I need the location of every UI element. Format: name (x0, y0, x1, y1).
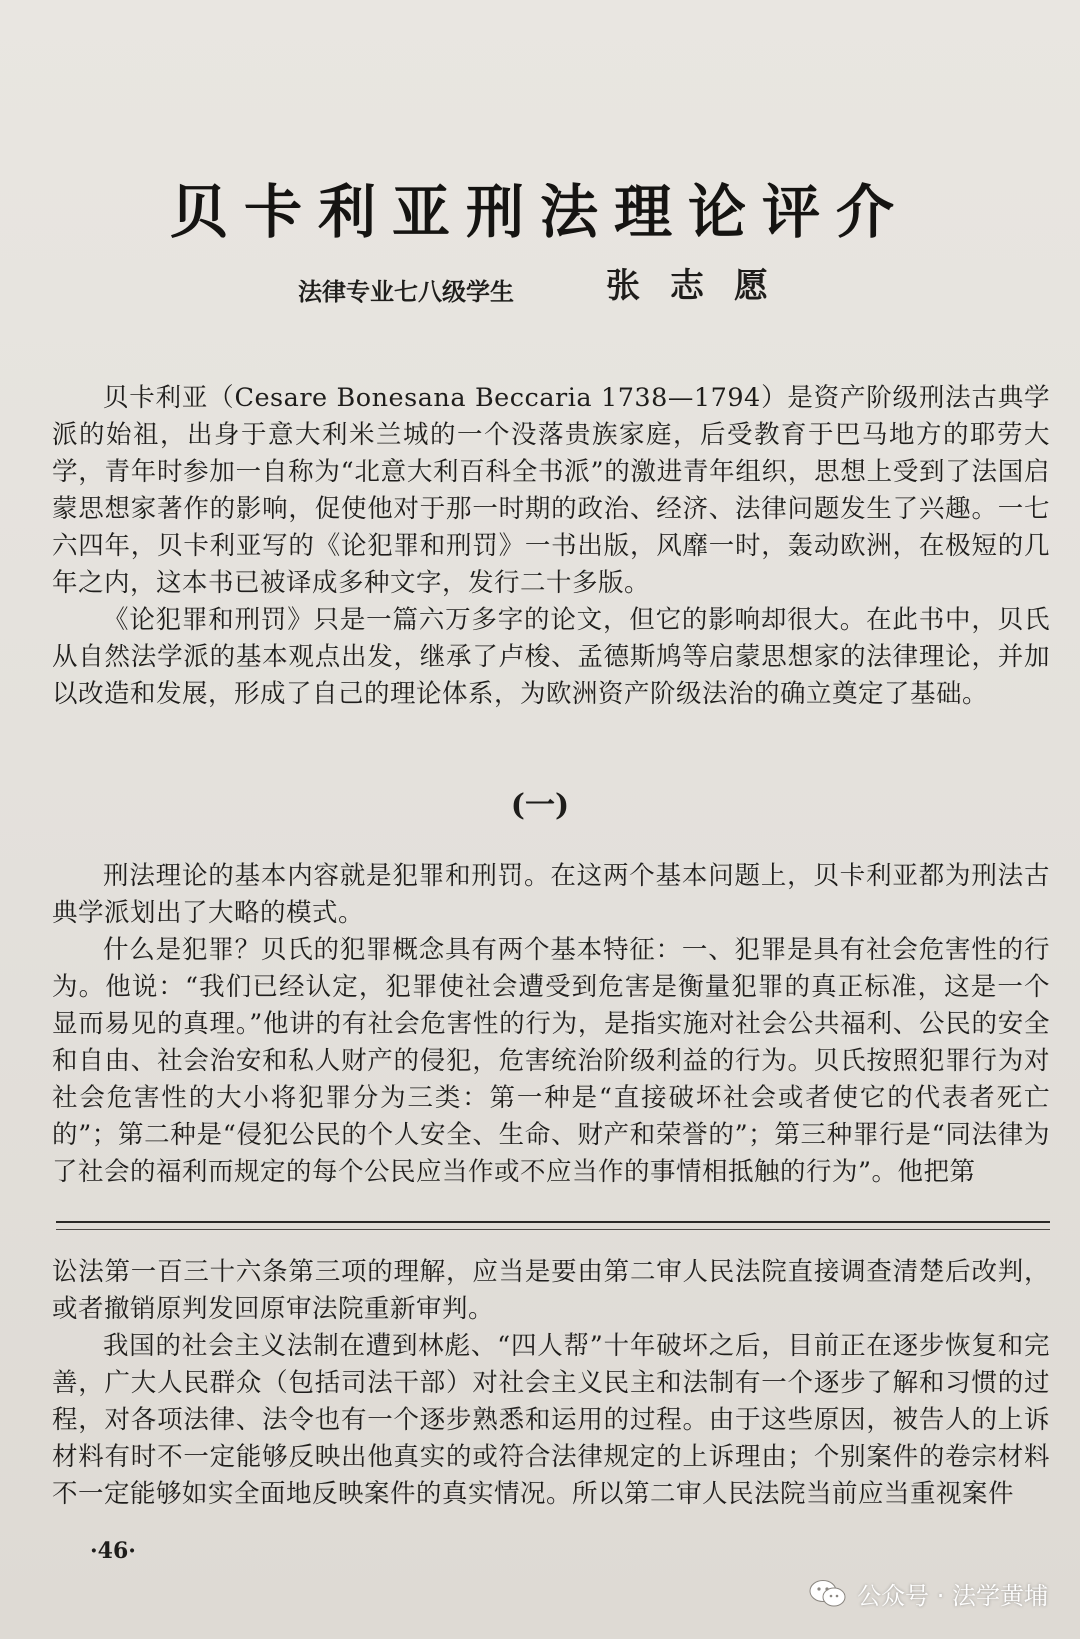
wechat-icon (809, 1579, 847, 1609)
paragraph: 什么是犯罪？贝氏的犯罪概念具有两个基本特征：一、犯罪是具有社会危害性的行为。他说：“我们已经认定，犯罪使社会遭受到危害是衡量犯罪的真正标准，这是一个显而易见的真理。”他讲的有社会危害性的行为，是指实施对社会公共福利、公民的安全和自由、社会治安和私人财产的侵犯，危害统治阶级利益的行为。贝氏按照犯罪行为对社会危害性的大小将犯罪分为三类：第一种是“直接破坏社会或者使它的代表者死亡的”；第二种是“侵犯公民的个人安全、生命、财产和荣誉的”；第三种罪行是“同法律为了社会的福利而规定的每个公民应当作或不应当作的事情相抵触的行为”。他把第 (52, 935, 1050, 1187)
continued-paragraph: 讼法第一百三十六条第三项的理解，应当是要由第二审人民法院直接调查清楚后改判，或者撤销原判发回原审法院重新审判。 (52, 1257, 1050, 1324)
previous-article-continuation (52, 1254, 1050, 1513)
article-title: 贝卡利亚刑法理论评介 (169, 177, 910, 246)
byline (0, 258, 1080, 308)
watermark (809, 1576, 1048, 1611)
paragraph: 刑法理论的基本内容就是犯罪和刑罚。在这两个基本问题上，贝卡利亚都为刑法古典学派划出了大略的模式。 (52, 861, 1050, 928)
intro-section (52, 380, 1050, 713)
watermark-text: 公众号 · 法学黄埔 (857, 1582, 1048, 1610)
author-name: 张志愿 (606, 266, 798, 306)
section-heading: (一) (510, 788, 570, 823)
author-affiliation: 法律专业七八级学生 (298, 277, 514, 306)
paragraph: 《论犯罪和刑罚》只是一篇六万多字的论文，但它的影响却很大。在此书中，贝氏从自然法学派的基本观点出发，继承了卢梭、孟德斯鸠等启蒙思想家的法律理论，并加以改造和发展，形成了自己的理论体系，为欧洲资产阶级法治的确立奠定了基础。 (52, 605, 1050, 709)
paragraph: 贝卡利亚（Cesare Bonesana Beccaria 1738—1794）是资产阶级刑法古典学派的始祖，出身于意大利米兰城的一个没落贵族家庭，后受教育于巴马地方的耶劳大学，青年时参加一自称为“北意大利百科全书派”的激进青年组织，思想上受到了法国启蒙思想家著作的影响，促使他对于那一时期的政治、经济、法律问题发生了兴趣。一七六四年，贝卡利亚写的《论犯罪和刑罚》一书出版，风靡一时，轰动欧洲，在极短的几年之内，这本书已被译成多种文字，发行二十多版。 (52, 383, 1050, 598)
section-divider (56, 1221, 1050, 1230)
page-number: ·46· (90, 1538, 136, 1564)
paragraph: 我国的社会主义法制在遭到林彪、“四人帮”十年破坏之后，目前正在逐步恢复和完善，广大人民群众（包括司法干部）对社会主义民主和法制有一个逐步了解和习惯的过程，对各项法律、法令也有一个逐步熟悉和运用的过程。由于这些原因，被告人的上诉材料有时不一定能够反映出他真实的或符合法律规定的上诉理由；个别案件的卷宗材料不一定能够如实全面地反映案件的真实情况。所以第二审人民法院当前应当重视案件 (52, 1331, 1050, 1509)
section-one-body (52, 858, 1050, 1191)
